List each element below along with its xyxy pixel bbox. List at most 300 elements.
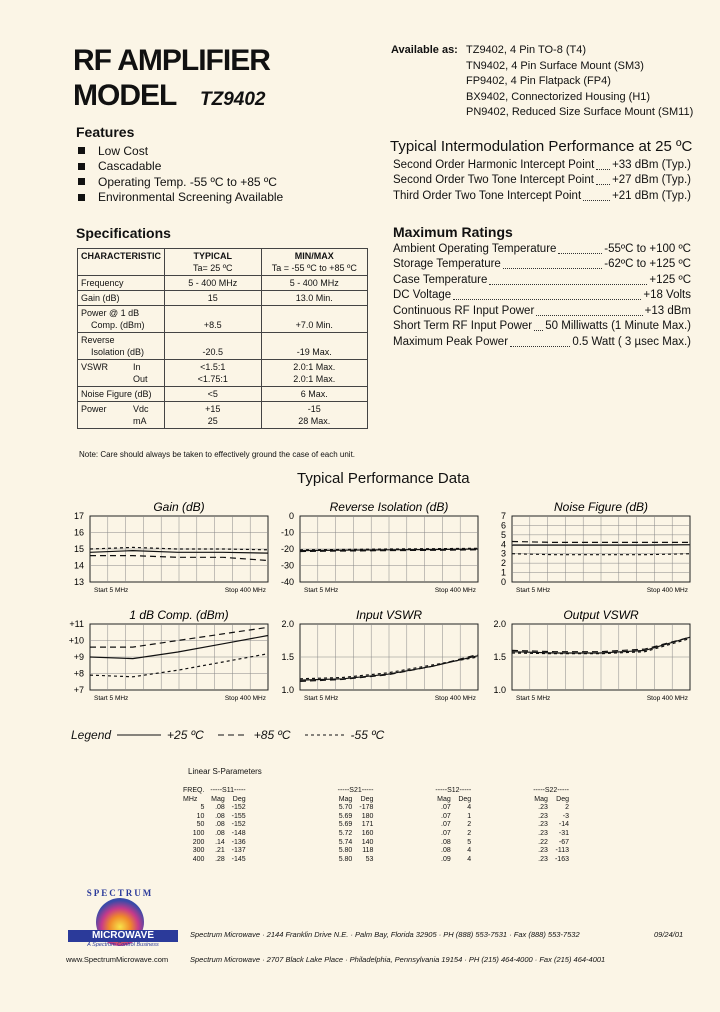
sp-freq-hdr: FREQ.: [183, 787, 205, 794]
table-row: [78, 360, 368, 387]
sp-cell: 2: [467, 821, 472, 829]
spec-typ: 15: [165, 291, 262, 306]
leader-dots: [596, 160, 610, 170]
sp-cell: [474, 856, 530, 865]
sp-cell: [249, 804, 335, 813]
sp-cell: .07: [441, 829, 451, 837]
sp-cell: 400: [192, 855, 205, 863]
tick-label: -40: [280, 577, 294, 587]
legend-m55c: -55 ºC: [350, 728, 385, 742]
available-item: PN9402, Reduced Size Surface Mount (SM11): [466, 106, 694, 118]
bullet-icon: [78, 194, 85, 201]
intermod-list: [393, 157, 691, 204]
sparam-table: [180, 787, 572, 864]
sp-cell: .23: [538, 847, 548, 855]
sp-cell: [249, 839, 335, 848]
tick-label: 16: [73, 527, 84, 538]
sp-cell: -113: [555, 847, 569, 855]
sp-cell: .09: [441, 855, 451, 863]
sp-cell: .23: [538, 804, 548, 812]
intermod-row: [393, 173, 691, 189]
spec-name-line: Comp. (dBm): [91, 320, 145, 330]
chart-title: 1 dB Comp. (dBm): [129, 608, 229, 622]
start-label: Start 5 MHz: [304, 695, 339, 702]
tick-label: 1.5: [493, 652, 506, 662]
spec-min: [261, 360, 367, 387]
stop-label: Stop 400 MHz: [224, 695, 266, 702]
max-ratings-list: [393, 241, 691, 350]
tick-label: 2: [500, 558, 506, 569]
sp-cell: 180: [361, 812, 374, 820]
sp-cell: .08: [441, 838, 451, 846]
sp-cell: .14: [215, 838, 225, 846]
sp-cell: [474, 830, 530, 839]
spec-typ-line: +15: [205, 404, 221, 414]
tick-label: 2.0: [493, 619, 506, 629]
sp-cell: .08: [215, 812, 225, 820]
sp-cell: [474, 847, 530, 856]
tick-label: 15: [73, 544, 84, 554]
spec-sub-line: Out: [132, 374, 148, 384]
available-item: TN9402, 4 Pin Surface Mount (SM3): [466, 59, 644, 72]
sp-cell: .21: [215, 847, 225, 855]
col-minmax: [261, 249, 367, 276]
perf-heading: Typical Performance Data: [297, 470, 470, 487]
sp-cell: -148: [231, 829, 246, 837]
sparam-group-row: [180, 787, 572, 796]
intermod-label: Third Order Two Tone Intercept Point: [393, 189, 582, 202]
legend: [71, 728, 384, 742]
specs-header-row: [78, 249, 368, 276]
sp-mhz-hdr: MHz: [183, 795, 198, 803]
sp-group: -----S11-----: [210, 787, 246, 794]
spec-min: -19 Max.: [261, 333, 367, 360]
sp-cell: .23: [538, 821, 548, 829]
spec-typ-line: 25: [207, 416, 218, 426]
chart-title: Output VSWR: [563, 608, 639, 622]
tick-label: -30: [280, 560, 294, 571]
available-item: BX9402, Connectorized Housing (H1): [466, 90, 651, 103]
spec-min-line: 28 Max.: [298, 416, 331, 426]
table-row: [78, 387, 368, 402]
rating-value: +125 ºC: [649, 273, 691, 286]
feature-item: [78, 174, 283, 190]
table-row: [78, 306, 368, 333]
spec-name: Frequency: [78, 276, 165, 291]
specs-heading: Specifications: [76, 225, 171, 241]
table-row: [180, 856, 572, 865]
sp-deg-hdr: Deg: [458, 795, 472, 803]
start-label: Start 5 MHz: [304, 587, 339, 594]
intermod-heading: Typical Intermodulation Performance at 25 ºC: [390, 138, 693, 155]
sp-cell: 300: [192, 847, 205, 855]
table-row: [180, 847, 572, 856]
tick-label: 14: [73, 560, 84, 571]
sp-cell: 5.80: [338, 847, 353, 855]
sp-cell: [249, 830, 335, 839]
feature-text: Low Cost: [98, 143, 149, 158]
sp-cell: .07: [441, 812, 451, 820]
rating-row: [393, 257, 691, 273]
feature-text: Environmental Screening Available: [98, 190, 284, 205]
sp-cell: -145: [231, 855, 246, 863]
tick-label: +11: [69, 619, 84, 629]
rating-row: [393, 272, 691, 288]
sp-cell: 50: [196, 821, 205, 829]
sp-cell: 100: [192, 829, 205, 837]
spec-typ: -20.5: [165, 333, 262, 360]
footer-line2: Spectrum Microwave · 2707 Black Lake Place · Philadelphia, Pennsylvania 19154 · PH (215) 464-4000 · Fax (215) 464-4001: [190, 955, 606, 964]
legend-label: Legend: [71, 728, 112, 742]
tick-label: 4: [500, 539, 506, 550]
logo-microwave-bar: MICROWAVE: [68, 930, 178, 942]
sp-group: -----S21-----: [337, 787, 374, 794]
sp-group: -----S22-----: [533, 787, 569, 794]
col-minmax-sub: Ta = -55 ºC to +85 ºC: [271, 263, 357, 273]
sp-cell: .07: [441, 804, 451, 812]
sp-mag-hdr: Mag: [437, 795, 451, 803]
sp-cell: .08: [441, 847, 451, 855]
feature-text: Operating Temp. -55 ºC to +85 ºC: [98, 174, 277, 189]
spec-sub: [130, 402, 165, 429]
intermod-value: +33 dBm (Typ.): [612, 158, 691, 171]
col-typical-label: TYPICAL: [193, 251, 233, 261]
sp-cell: .08: [215, 829, 225, 837]
footer-website[interactable]: www.SpectrumMicrowave.com: [66, 955, 169, 964]
sp-group: -----S12-----: [435, 787, 472, 794]
sp-cell: 5.72: [338, 829, 353, 837]
leader-dots: [596, 175, 610, 185]
sp-cell: .08: [215, 821, 225, 829]
spec-name-line: Isolation (dB): [91, 347, 145, 357]
sp-mag-hdr: Mag: [338, 795, 353, 803]
sp-cell: 5.69: [338, 812, 353, 820]
sp-cell: 5: [200, 804, 205, 812]
sp-cell: [376, 804, 432, 813]
sp-cell: 5.69: [338, 821, 353, 829]
sp-cell: 4: [467, 847, 472, 855]
chart-title: Noise Figure (dB): [553, 500, 649, 514]
spec-min: 6 Max.: [261, 387, 367, 402]
sp-cell: -163: [554, 855, 569, 863]
dotted-line-swatch: [305, 732, 345, 738]
features-list: [78, 143, 283, 205]
stop-label: Stop 400 MHz: [646, 695, 688, 702]
sp-cell: [376, 856, 432, 865]
sp-cell: [376, 830, 432, 839]
table-row: [180, 813, 572, 822]
model-number: TZ9402: [200, 89, 266, 110]
rating-value: -55ºC to +100 ºC: [604, 242, 691, 255]
rating-value: -62ºC to +125 ºC: [604, 258, 691, 271]
rating-value: +13 dBm: [644, 304, 691, 317]
start-label: Start 5 MHz: [94, 587, 129, 594]
sp-cell: .07: [441, 821, 451, 829]
sp-cell: -178: [359, 804, 374, 812]
sp-cell: [249, 821, 335, 830]
sp-cell: .08: [215, 804, 225, 812]
tick-label: 1.5: [281, 652, 294, 662]
rating-row: [393, 334, 691, 350]
spec-min: 13.0 Min.: [261, 291, 367, 306]
spec-sub-line: mA: [132, 416, 147, 426]
sp-cell: 200: [192, 838, 205, 846]
rating-value: +18 Volts: [643, 289, 691, 302]
sp-group-label: S21: [349, 787, 362, 794]
chart-title: Gain (dB): [153, 500, 205, 514]
sp-cell: .28: [215, 855, 225, 863]
spec-min: 5 - 400 MHz: [261, 276, 367, 291]
sp-cell: .23: [538, 855, 548, 863]
sp-mag-hdr: Mag: [211, 795, 225, 803]
sp-cell: -31: [558, 829, 569, 837]
leader-dots: [453, 290, 641, 300]
leader-dots: [489, 275, 647, 285]
sp-cell: 5.74: [338, 838, 353, 846]
sp-cell: [474, 821, 530, 830]
tick-label: +10: [68, 635, 84, 646]
feature-item: [78, 143, 283, 159]
spec-sub: [130, 360, 165, 387]
rating-value: 0.5 Watt ( 3 µsec Max.): [572, 335, 691, 348]
start-label: Start 5 MHz: [516, 695, 551, 702]
chart-title: Input VSWR: [355, 608, 423, 622]
tick-label: 5: [500, 529, 506, 540]
start-label: Start 5 MHz: [94, 695, 129, 702]
solid-line-swatch: [117, 732, 161, 738]
tick-label: 13: [73, 577, 84, 587]
sp-deg-hdr: Deg: [232, 795, 246, 803]
col-minmax-label: MIN/MAX: [294, 251, 334, 261]
intermod-row: [393, 157, 691, 173]
legend-85c: +85 ºC: [253, 728, 291, 742]
spec-min: [261, 402, 367, 429]
charts-area: [0, 490, 720, 720]
leader-dots: [558, 244, 602, 254]
spec-min-line: 2.0:1 Max.: [293, 374, 336, 384]
performance-charts: [0, 490, 720, 720]
features-heading: Features: [76, 124, 135, 140]
spec-sub-line: In: [132, 362, 141, 372]
sparam-subhdr-row: [180, 796, 572, 805]
sparam-title: Linear S-Parameters: [188, 767, 262, 776]
table-row: [78, 276, 368, 291]
spec-name: Power: [78, 402, 130, 429]
rating-row: [393, 319, 691, 335]
intermod-value: +27 dBm (Typ.): [612, 174, 691, 187]
tick-label: -10: [280, 527, 294, 538]
sp-cell: 53: [365, 855, 374, 863]
sp-cell: -14: [558, 821, 569, 829]
spec-name-line: Power @ 1 dB: [81, 308, 140, 318]
feature-item: [78, 190, 283, 206]
rating-label: DC Voltage: [393, 289, 452, 302]
rating-label: Storage Temperature: [393, 258, 501, 271]
bullet-icon: [78, 147, 85, 154]
sp-cell: [376, 839, 432, 848]
sp-cell: [376, 813, 432, 822]
sp-cell: 2: [467, 829, 472, 837]
spec-typ: 5 - 400 MHz: [165, 276, 262, 291]
rating-label: Ambient Operating Temperature: [393, 242, 557, 255]
stop-label: Stop 400 MHz: [224, 587, 266, 594]
tick-label: 7: [500, 511, 506, 521]
title-line2: MODEL: [73, 79, 177, 112]
stop-label: Stop 400 MHz: [434, 587, 476, 594]
leader-dots: [534, 321, 543, 331]
feature-text: Cascadable: [98, 159, 162, 174]
available-item: TZ9402, 4 Pin TO-8 (T4): [466, 44, 587, 56]
sp-group-label: S22: [544, 787, 558, 794]
sp-cell: -155: [231, 812, 246, 820]
sp-cell: [249, 847, 335, 856]
tick-label: 1.0: [281, 685, 294, 695]
table-row: [180, 839, 572, 848]
sp-mag-hdr: Mag: [534, 795, 548, 803]
leader-dots: [583, 191, 610, 201]
col-characteristic: CHARACTERISTIC: [78, 249, 165, 276]
rating-value: 50 Milliwatts (1 Minute Max.): [545, 320, 691, 333]
intermod-label: Second Order Harmonic Intercept Point: [393, 158, 595, 171]
company-logo: [68, 882, 178, 952]
footer-date: 09/24/01: [654, 930, 684, 939]
spec-typ: +8.5: [165, 306, 262, 333]
sp-cell: -136: [231, 838, 246, 846]
sp-cell: 4: [467, 804, 472, 812]
intermod-label: Second Order Two Tone Intercept Point: [393, 174, 594, 187]
sp-cell: [376, 821, 432, 830]
table-row: [180, 830, 572, 839]
spec-sub-line: Vdc: [132, 404, 149, 414]
spec-name: [78, 306, 165, 333]
tick-label: -20: [280, 544, 294, 554]
table-row: [78, 333, 368, 360]
tick-label: +8: [73, 668, 84, 679]
tick-label: 0: [288, 511, 294, 521]
spec-name-line: Reverse: [81, 335, 115, 345]
intermod-value: +21 dBm (Typ.): [612, 189, 691, 202]
sp-cell: -152: [231, 804, 246, 812]
table-row: [78, 291, 368, 306]
footer-line1: Spectrum Microwave · 2144 Franklin Drive N.E. · Palm Bay, Florida 32905 · PH (888) 553-7531 · Fax (888) 553-7532: [190, 930, 580, 939]
tick-label: 6: [500, 520, 506, 531]
sp-cell: [376, 847, 432, 856]
spec-typ: [165, 402, 262, 429]
logo-text-spectrum: SPECTRUM: [86, 888, 154, 898]
rating-label: Short Term RF Input Power: [393, 320, 533, 333]
sp-cell: [249, 813, 335, 822]
tick-label: 1.0: [493, 685, 506, 695]
bullet-icon: [78, 178, 85, 185]
sp-group-label: S11: [222, 787, 234, 794]
tick-label: +7: [73, 685, 84, 695]
leader-dots: [503, 259, 602, 269]
sp-cell: -67: [558, 838, 569, 846]
spec-min-line: -15: [307, 404, 321, 414]
specs-table: [77, 248, 368, 429]
bullet-icon: [78, 163, 85, 170]
rating-row: [393, 303, 691, 319]
tick-label: 3: [500, 548, 506, 559]
sp-cell: [474, 839, 530, 848]
tick-label: 2.0: [281, 619, 294, 629]
sp-cell: [474, 804, 530, 813]
specs-note: Note: Care should always be taken to effectively ground the case of each unit.: [79, 450, 356, 459]
available-list: [466, 43, 693, 121]
intermod-row: [393, 188, 691, 204]
spec-name: [78, 333, 165, 360]
sp-cell: .22: [538, 838, 548, 846]
sp-group-label: S12: [447, 787, 460, 794]
sp-cell: 118: [362, 847, 374, 855]
spec-name: VSWR: [78, 360, 130, 387]
spec-typ: [165, 360, 262, 387]
sp-cell: [249, 856, 335, 865]
rating-label: Case Temperature: [393, 273, 488, 286]
sp-cell: 140: [361, 838, 374, 846]
rating-label: Maximum Peak Power: [393, 335, 509, 348]
stop-label: Stop 400 MHz: [434, 695, 476, 702]
rating-label: Continuous RF Input Power: [393, 304, 535, 317]
title-line1: RF AMPLIFIER: [73, 44, 270, 77]
leader-dots: [536, 306, 642, 316]
spec-min-line: 2.0:1 Max.: [293, 362, 336, 372]
col-typical: [165, 249, 262, 276]
spec-typ-line: <1.5:1: [200, 362, 226, 372]
table-row: [180, 821, 572, 830]
tick-label: 17: [73, 511, 84, 521]
spec-typ-line: <1.75:1: [197, 374, 228, 384]
sp-cell: 4: [467, 855, 472, 863]
sp-deg-hdr: Deg: [556, 795, 569, 803]
sp-cell: 5.70: [338, 804, 353, 812]
table-row: [180, 804, 572, 813]
sp-cell: .23: [538, 829, 548, 837]
sp-cell: 160: [361, 829, 374, 837]
sp-cell: 171: [361, 821, 374, 829]
stop-label: Stop 400 MHz: [646, 587, 688, 594]
available-item: FP9402, 4 Pin Flatpack (FP4): [466, 75, 611, 87]
legend-25c: +25 ºC: [167, 728, 204, 742]
sp-cell: 5: [467, 838, 472, 846]
sp-cell: .23: [538, 812, 548, 820]
logo-tagline: A Spectrum Control Business: [87, 942, 159, 948]
sp-deg-hdr: Deg: [360, 795, 374, 803]
col-typical-sub: Ta= 25 ºC: [192, 263, 233, 273]
leader-dots: [510, 337, 570, 347]
sp-cell: -3: [562, 812, 569, 820]
sp-cell: 2: [565, 804, 569, 812]
chart-title: Reverse Isolation (dB): [329, 500, 449, 514]
tick-label: 0: [500, 577, 506, 587]
sp-cell: -152: [231, 821, 246, 829]
sp-cell: 5.80: [338, 855, 353, 863]
sp-cell: 1: [467, 812, 472, 820]
max-ratings-heading: Maximum Ratings: [393, 224, 513, 240]
rating-row: [393, 241, 691, 257]
table-row: [78, 402, 368, 429]
dashed-line-swatch: [218, 732, 248, 738]
spec-name: Noise Figure (dB): [78, 387, 165, 402]
spec-min: +7.0 Min.: [261, 306, 367, 333]
sp-cell: 10: [196, 812, 205, 820]
spec-name: Gain (dB): [78, 291, 165, 306]
rating-row: [393, 288, 691, 304]
sp-cell: [474, 813, 530, 822]
start-label: Start 5 MHz: [516, 587, 551, 594]
sp-cell: -137: [231, 847, 246, 855]
available-label: Available as:: [391, 44, 458, 56]
